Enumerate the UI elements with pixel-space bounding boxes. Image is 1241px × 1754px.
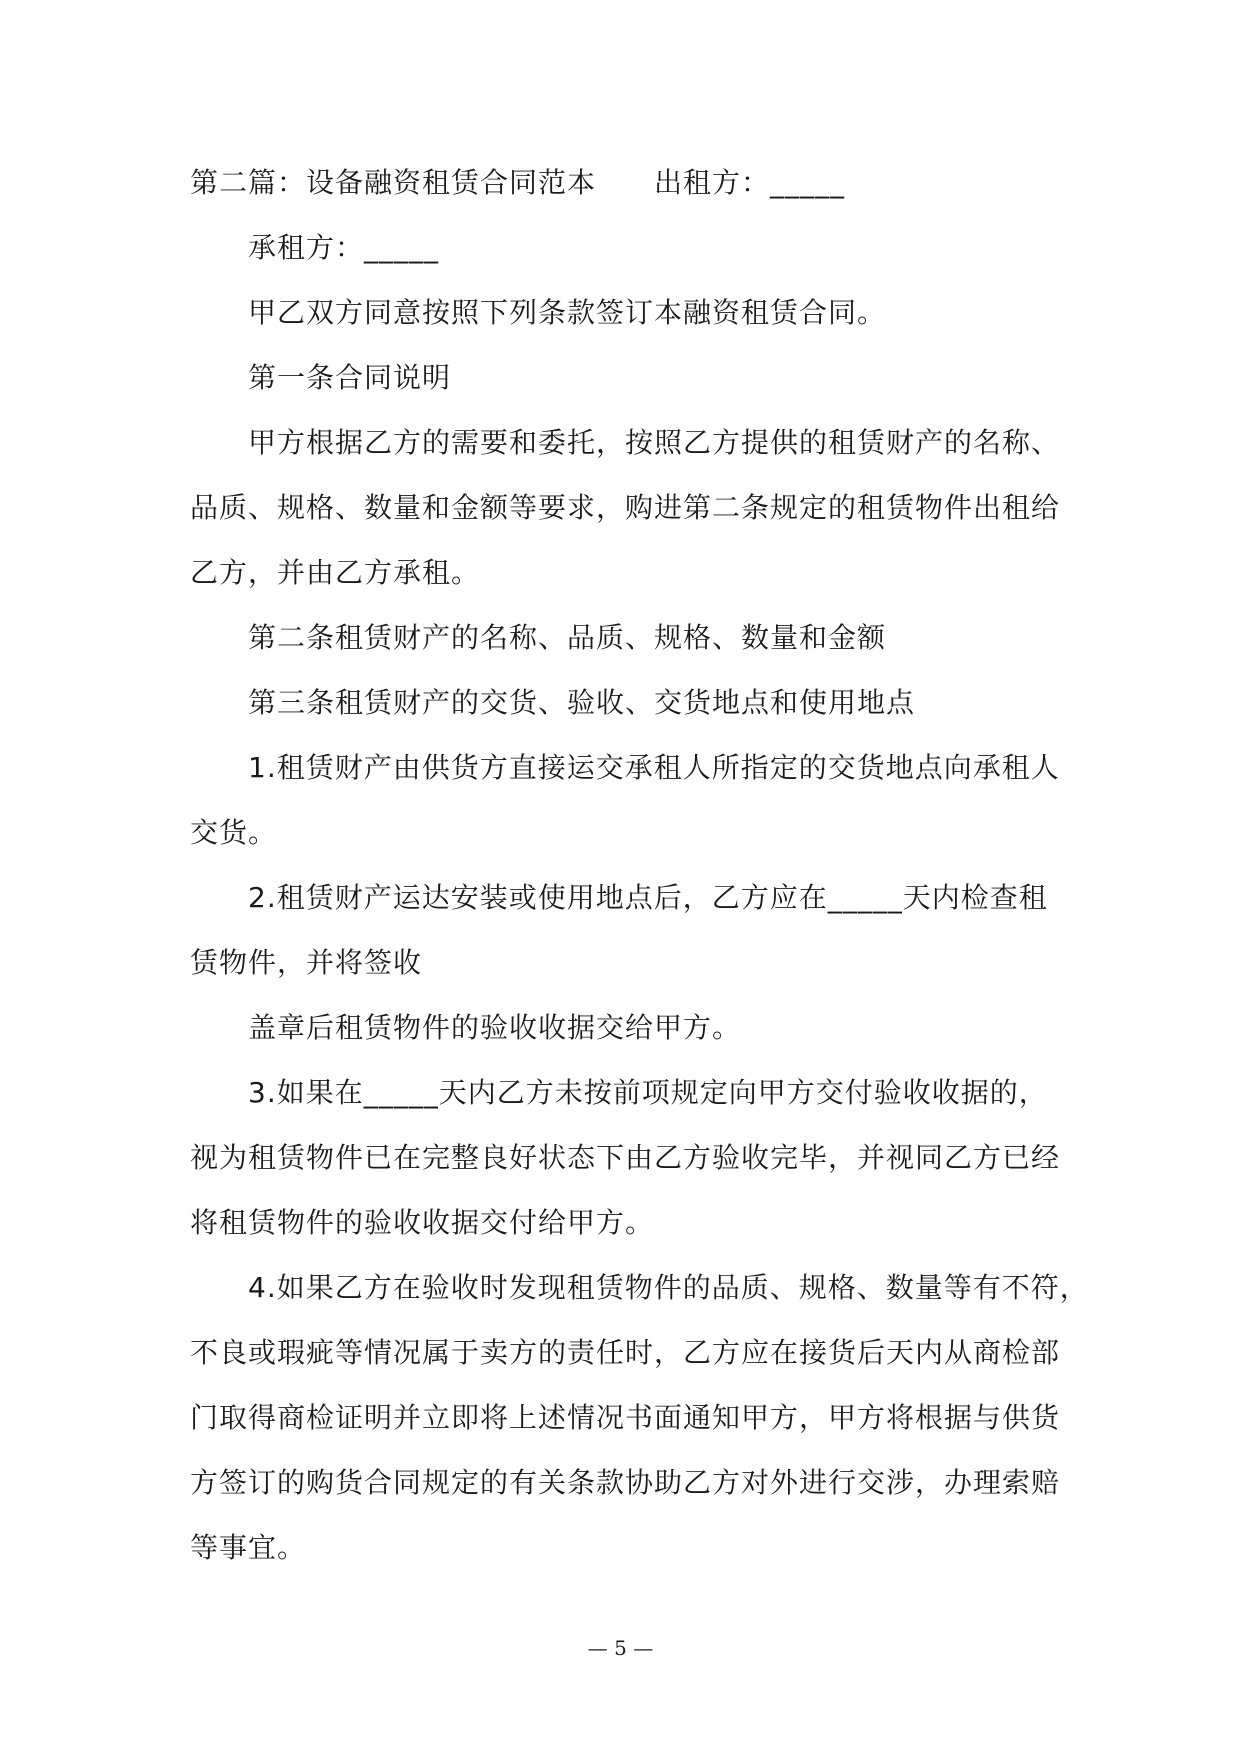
- paragraph-line: 门取得商检证明并立即将上述情况书面通知甲方，甲方将根据与供货: [190, 1401, 1061, 1434]
- article-1-paragraph: [190, 410, 1070, 605]
- paragraph-line: 3.如果在_____天内乙方未按前项规定向甲方交付验收收据的，: [248, 1076, 1048, 1109]
- article-1-title: 第一条合同说明: [248, 361, 452, 394]
- paragraph-line: 品质、规格、数量和金额等要求，购进第二条规定的租赁物件出租给: [190, 491, 1061, 524]
- clause-2-paragraph: [190, 865, 1070, 995]
- intro-paragraph: 甲乙双方同意按照下列条款签订本融资租赁合同。: [248, 296, 887, 329]
- clause-4-paragraph: [190, 1255, 1089, 1580]
- paragraph-line: 赁物件，并将签收: [190, 946, 423, 979]
- page-number: — 5 —: [587, 1636, 654, 1660]
- paragraph-line: 等事宜。: [190, 1531, 307, 1564]
- heading-line: [190, 150, 1070, 215]
- paragraph-line: 将租赁物件的验收收据交付给甲方。: [190, 1206, 655, 1239]
- paragraph-line: 1.租赁财产由供货方直接运交承租人所指定的交货地点向承租人: [248, 751, 1060, 784]
- document-title: 第二篇：设备融资租赁合同范本: [190, 166, 597, 199]
- article-2-title: 第二条租赁财产的名称、品质、规格、数量和金额: [248, 621, 887, 654]
- paragraph-line: 甲方根据乙方的需要和委托，按照乙方提供的租赁财产的名称、: [248, 426, 1061, 459]
- clause-1-paragraph: [190, 735, 1070, 865]
- paragraph-line: 视为租赁物件已在完整良好状态下由乙方验收完毕，并视同乙方已经: [190, 1141, 1061, 1174]
- paragraph-line: 方签订的购货合同规定的有关条款协助乙方对外进行交涉，办理索赔: [190, 1466, 1061, 1499]
- paragraph-line: 不良或瑕疵等情况属于卖方的责任时，乙方应在接货后天内从商检部: [190, 1336, 1061, 1369]
- clause-2-continuation: 盖章后租赁物件的验收收据交给甲方。: [248, 1011, 742, 1044]
- lessor-field: 出租方：_____: [654, 166, 846, 199]
- paragraph-line: 4.如果乙方在验收时发现租赁物件的品质、规格、数量等有不符，: [248, 1271, 1089, 1304]
- clause-3-paragraph: [190, 1060, 1070, 1255]
- paragraph-line: 乙方，并由乙方承租。: [190, 556, 481, 589]
- paragraph-line: 交货。: [190, 816, 278, 849]
- paragraph-line: 2.租赁财产运达安装或使用地点后，乙方应在_____天内检查租: [248, 881, 1048, 914]
- article-3-title: 第三条租赁财产的交货、验收、交货地点和使用地点: [248, 686, 916, 719]
- lessee-field: 承租方：_____: [248, 231, 440, 264]
- document-body: [190, 150, 1089, 1580]
